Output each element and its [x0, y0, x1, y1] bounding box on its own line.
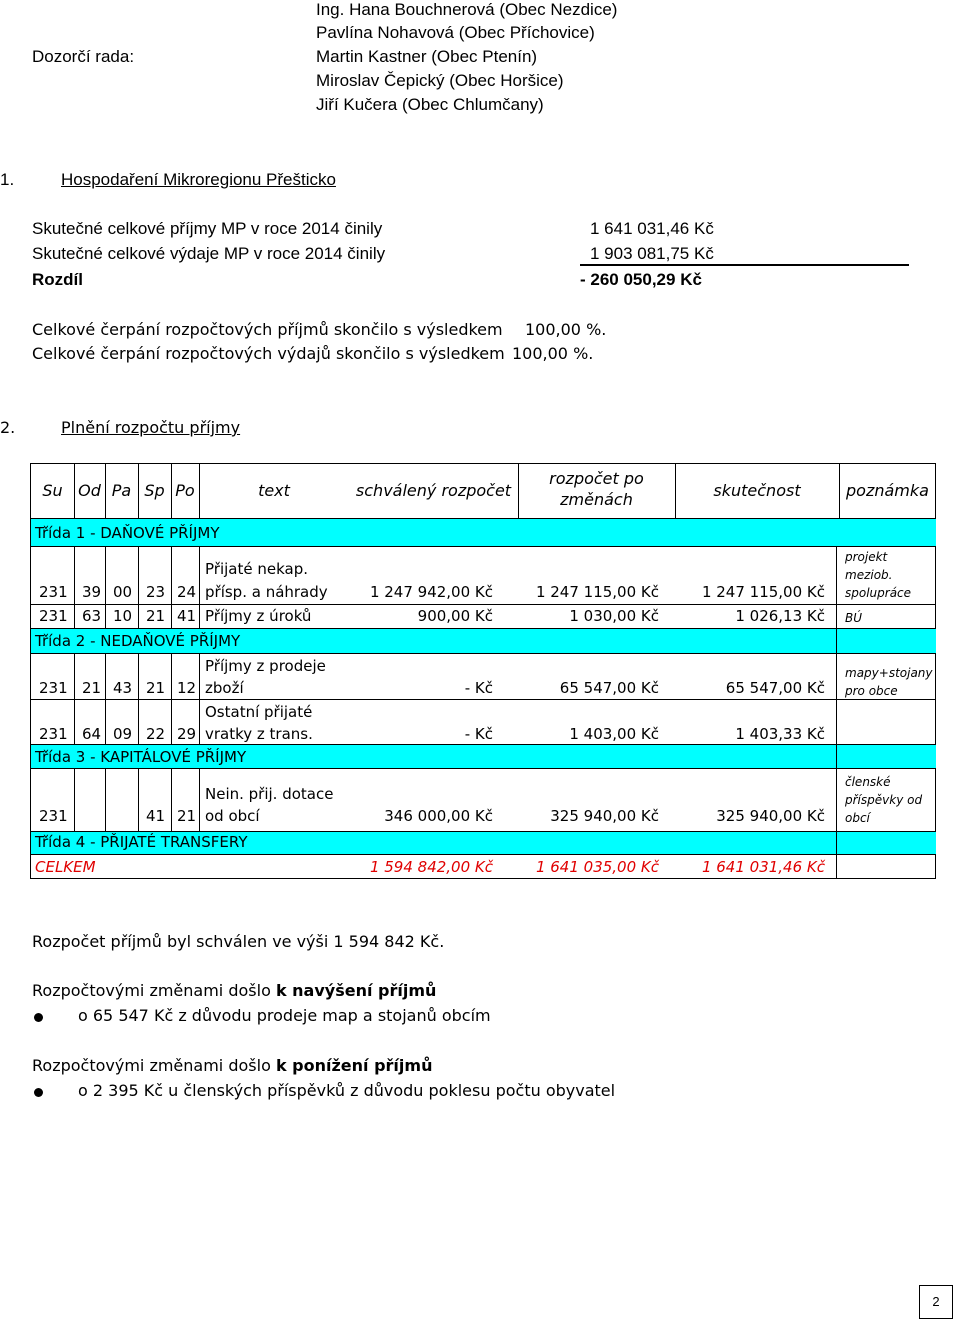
col-header-od: Od: [78, 481, 101, 500]
table-row-approved: - Kč: [464, 679, 493, 697]
summary-decrease: Rozpočtovými změnami došlo k ponížení příjmů: [32, 1056, 433, 1075]
table-row-text: Příjmy z úroků: [205, 607, 312, 625]
table-row-note: BÚ: [845, 611, 863, 625]
board-label: Dozorčí rada:: [32, 47, 135, 66]
table-row-su: 231: [39, 679, 68, 697]
table-row-po: 41: [177, 607, 197, 625]
decrease-highlight: k ponížení příjmů: [275, 1056, 433, 1075]
table-row-su: 231: [39, 607, 68, 625]
table-row-text: Ostatní přijaté: [205, 703, 313, 721]
table-row-actual: 1 403,33 Kč: [735, 725, 825, 743]
col-header-changed: rozpočet po změnách: [549, 469, 644, 509]
board-member: Martin Kastner (Obec Ptenín): [316, 47, 538, 66]
table-row-actual: 325 940,00 Kč: [716, 807, 825, 825]
table-row-text: přísp. a náhrady: [205, 583, 328, 601]
decrease-item: o 2 395 Kč u členských příspěvků z důvodu poklesu počtu obyvatel: [78, 1081, 616, 1100]
table-row-text: od obcí: [205, 807, 260, 825]
bullet-icon: [34, 1088, 43, 1097]
table-row-actual: 1 026,13 Kč: [735, 607, 825, 625]
section-2-title: Plnění rozpočtu příjmy: [61, 418, 241, 437]
table-row-note: pro obce: [845, 684, 898, 698]
table-row-sp: 22: [146, 725, 166, 743]
total-approved: 1 594 842,00 Kč: [369, 858, 493, 876]
table-row-pa: 09: [113, 725, 133, 743]
table-row-text: zboží: [205, 679, 244, 697]
col-header-po: Po: [175, 481, 195, 500]
table-row-note: členské: [845, 775, 891, 789]
page-number: 2: [919, 1285, 953, 1319]
col-header-sp: Sp: [144, 481, 165, 500]
col-header-actual: skutečnost: [713, 481, 801, 500]
table-row-text: Přijaté nekap.: [205, 560, 308, 578]
table-row-po: 21: [177, 807, 197, 825]
board-member: Jiří Kučera (Obec Chlumčany): [316, 95, 544, 114]
col-header-text: text: [258, 481, 290, 500]
table-row-approved: 1 247 942,00 Kč: [369, 583, 493, 601]
board-member: Ing. Hana Bouchnerová (Obec Nezdice): [316, 0, 618, 19]
table-row-po: 24: [177, 583, 197, 601]
class-1-label: Třída 1 - DAŇOVÉ PŘÍJMY: [35, 524, 220, 542]
table-row-sp: 41: [146, 807, 166, 825]
col-header-su: Su: [42, 481, 63, 500]
table-row-su: 231: [39, 583, 68, 601]
expense-value: 1 903 081,75 Kč: [590, 244, 714, 263]
col-header-approved: schválený rozpočet: [355, 481, 512, 500]
income-draw-value: 100,00 %.: [525, 320, 607, 339]
table-row-po: 12: [177, 679, 197, 697]
table-row-text: vratky z trans.: [205, 725, 313, 743]
board-member: Pavlína Nohavová (Obec Příchovice): [316, 23, 595, 42]
total-label: CELKEM: [35, 858, 96, 876]
summary-approved: Rozpočet příjmů byl schválen ve výši 1 594 842 Kč.: [32, 932, 445, 951]
table-row-note: meziob.: [845, 568, 893, 582]
section-1-number: 1.: [0, 170, 15, 189]
table-row-note: spolupráce: [845, 586, 912, 600]
increase-highlight: k navýšení příjmů: [275, 981, 437, 1000]
table-row-su: 231: [39, 807, 68, 825]
table-row-text: Příjmy z prodeje: [205, 657, 326, 675]
section-2-number: 2.: [0, 418, 16, 437]
table-row-approved: - Kč: [464, 725, 493, 743]
table-row-actual: 65 547,00 Kč: [725, 679, 825, 697]
total-changed: 1 641 035,00 Kč: [535, 858, 659, 876]
expense-label: Skutečné celkové výdaje MP v roce 2014 činily: [32, 244, 386, 263]
table-row-sp: 21: [146, 679, 166, 697]
table-row-text: Nein. přij. dotace: [205, 785, 334, 803]
class-3-label: Třída 3 - KAPITÁLOVÉ PŘÍJMY: [35, 748, 247, 766]
table-row-changed: 325 940,00 Kč: [550, 807, 659, 825]
table-row-sp: 21: [146, 607, 166, 625]
table-row-su: 231: [39, 725, 68, 743]
income-value: 1 641 031,46 Kč: [590, 219, 714, 238]
table-row-actual: 1 247 115,00 Kč: [701, 583, 825, 601]
table-row-od: 21: [82, 679, 102, 697]
summary-increase: Rozpočtovými změnami došlo k navýšení příjmů: [32, 981, 437, 1000]
col-header-note: poznámka: [846, 481, 929, 500]
table-row-note: mapy+stojany: [845, 666, 933, 680]
expense-draw-value: 100,00 %.: [512, 344, 594, 363]
difference-value: - 260 050,29 Kč: [580, 270, 702, 289]
table-row-pa: 43: [113, 679, 133, 697]
table-row-pa: 00: [113, 583, 133, 601]
class-4-label: Třída 4 - PŘIJATÉ TRANSFERY: [35, 833, 248, 851]
table-row-od: 39: [82, 583, 102, 601]
section-1-title: Hospodaření Mikroregionu Přešticko: [61, 170, 336, 189]
table-row-od: 63: [82, 607, 102, 625]
board-member: Miroslav Čepický (Obec Horšice): [316, 71, 564, 90]
table-row-note: projekt: [845, 550, 888, 564]
class-2-label: Třída 2 - NEDAŇOVÉ PŘÍJMY: [35, 632, 241, 650]
table-row-changed: 65 547,00 Kč: [559, 679, 659, 697]
income-label: Skutečné celkové příjmy MP v roce 2014 činily: [32, 219, 383, 238]
expense-draw-text: Celkové čerpání rozpočtových výdajů skončilo s výsledkem: [32, 344, 505, 363]
income-table: [30, 463, 936, 879]
table-row-pa: 10: [113, 607, 133, 625]
table-row-note: příspěvky od: [845, 793, 923, 807]
difference-rule: [580, 264, 909, 266]
table-row-po: 29: [177, 725, 197, 743]
col-header-pa: Pa: [111, 481, 132, 500]
table-row-sp: 23: [146, 583, 166, 601]
table-row-changed: 1 030,00 Kč: [569, 607, 659, 625]
difference-label: Rozdíl: [32, 270, 83, 289]
table-row-changed: 1 403,00 Kč: [569, 725, 659, 743]
increase-item: o 65 547 Kč z důvodu prodeje map a stojanů obcím: [78, 1006, 491, 1025]
table-row-changed: 1 247 115,00 Kč: [535, 583, 659, 601]
total-actual: 1 641 031,46 Kč: [701, 858, 825, 876]
table-row-approved: 900,00 Kč: [417, 607, 493, 625]
table-row-od: 64: [82, 725, 102, 743]
table-row-note: obcí: [845, 811, 870, 825]
bullet-icon: [34, 1013, 43, 1022]
income-draw-text: Celkové čerpání rozpočtových příjmů skončilo s výsledkem: [32, 320, 503, 339]
table-row-approved: 346 000,00 Kč: [384, 807, 493, 825]
